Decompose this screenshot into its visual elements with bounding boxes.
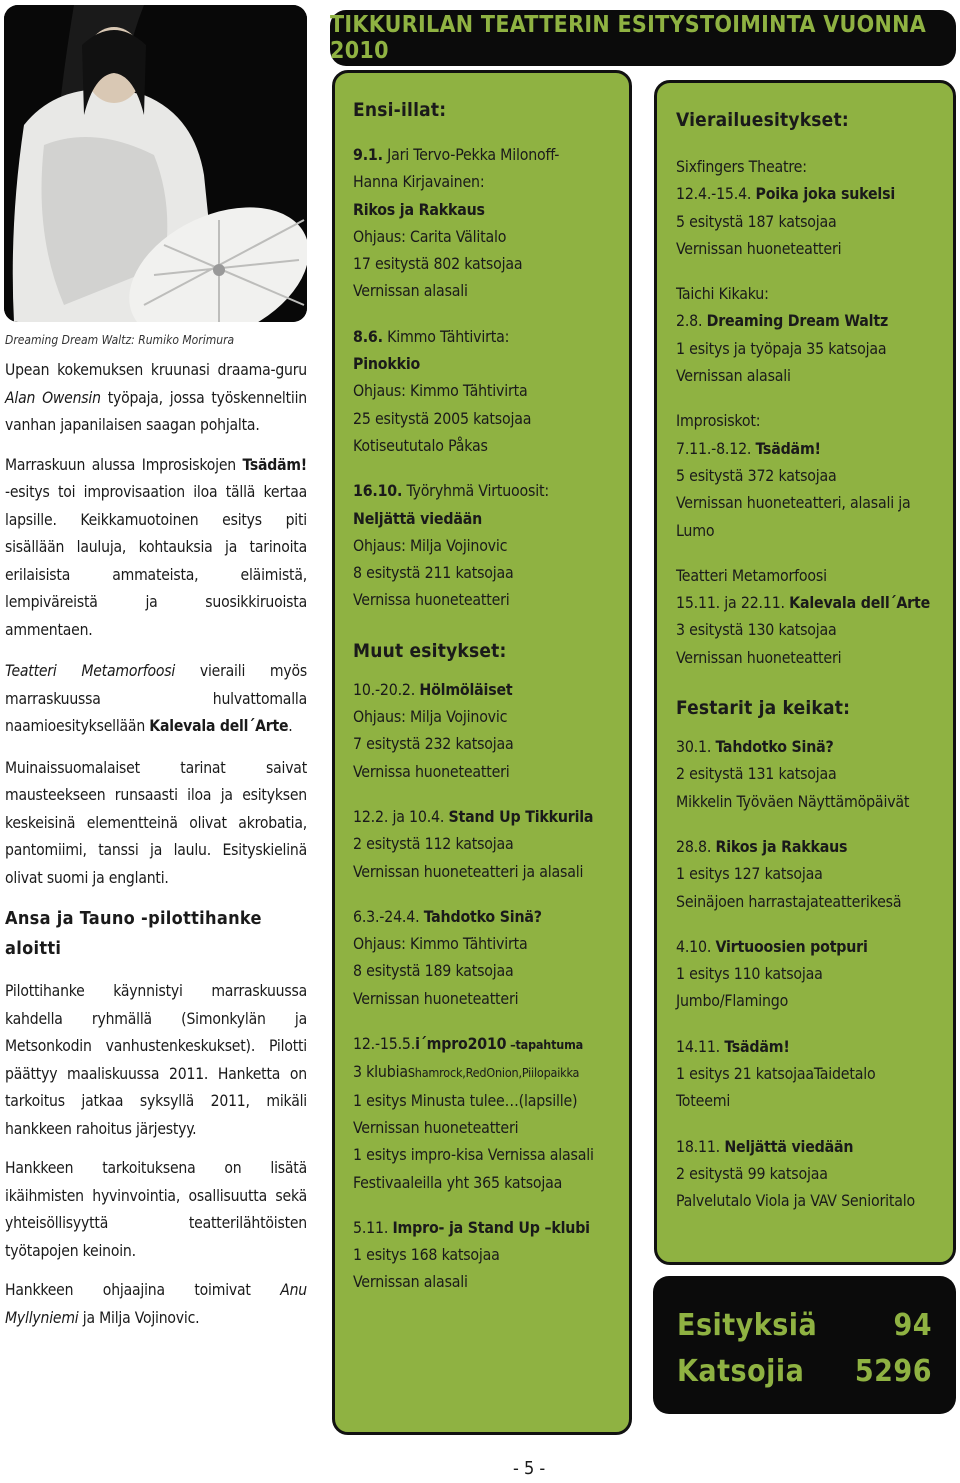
entry-date: 12.4.-15.4. (676, 184, 756, 204)
entry-venue: Vernissan huoneteatteri (353, 988, 519, 1008)
entry-title: Poika joka sukelsi (755, 184, 896, 204)
entry-venues: Shamrock,RedOnion,Piilopaikka (407, 1065, 580, 1081)
page-number: - 5 - (513, 1458, 546, 1479)
entry-venue: Vernissan huoneteatteri (676, 647, 842, 667)
photo-caption: Dreaming Dream Waltz: Rumiko Morimura (5, 333, 235, 347)
company-name: Teatteri Metamorfoosi (5, 662, 176, 680)
entry-title: Kalevala dell´Arte (789, 593, 931, 613)
entry-venue: Toteemi (676, 1091, 731, 1111)
page-title-bar (330, 10, 956, 66)
total-performances-value: 94 (893, 1308, 932, 1343)
person-name: Anu Myllyniemi (5, 1281, 307, 1327)
paragraph-2 (5, 452, 307, 645)
entry-title: Tsädäm! (755, 438, 821, 458)
entry-venue: Jumbo/Flamingo (676, 991, 789, 1011)
total-audience-label: Katsojia (677, 1354, 805, 1389)
entry-title: Hölmöläiset (419, 679, 513, 699)
festival-entry (676, 1033, 945, 1115)
festivals-heading: Festarit ja keikat: (676, 697, 851, 720)
festival-entry (676, 933, 945, 1015)
entry-date: 5.11. (353, 1217, 393, 1237)
entry-stats: 8 esitystä 211 katsojaa (353, 563, 514, 583)
entry-company: Sixfingers Theatre: (676, 157, 807, 176)
entry-title: Tahdotko Sinä? (423, 906, 542, 926)
show-entry (353, 803, 621, 885)
entry-venue: Seinäjoen harrastajateatterikesä (676, 891, 902, 911)
entry-director: Ohjaus: Carita Välitalo (353, 226, 507, 246)
show-entry (353, 676, 621, 785)
entry-text: Hanna Kirjavainen: (353, 172, 485, 192)
entry-text: Jari Tervo-Pekka Milonoff- (382, 145, 560, 164)
entry-director: Ohjaus: Milja Vojinovic (353, 535, 508, 555)
entry-stats: 8 esitystä 189 katsojaa (353, 961, 514, 981)
festival-entry (676, 1133, 945, 1215)
festival-entry (676, 833, 945, 915)
premiere-entry (353, 477, 621, 613)
entry-title: Neljättä viedään (724, 1136, 854, 1156)
entry-title: Tsädäm! (724, 1036, 790, 1056)
paragraph-6: Hankkeen tarkoituksena on lisätä ikäihmisten hyvinvointia, osallisuutta sekä yhteisöllisyyttä teatterilähtöisten työtapojen keinoin. (5, 1159, 307, 1260)
entry-date: 4.10. (676, 936, 716, 956)
festival-entry (676, 733, 945, 815)
left-article (5, 357, 307, 1344)
entry-venue: Vernissa huoneteatteri (353, 761, 510, 781)
entry-company: Teatteri Metamorfoosi (676, 565, 827, 585)
entry-title: Tahdotko Sinä? (715, 737, 834, 757)
entry-text: 3 klubia (353, 1062, 408, 1082)
entry-date: 10.-20.2. (353, 679, 420, 699)
show-entry (353, 903, 621, 1012)
entry-venue: Vernissan alasali (353, 1272, 468, 1292)
entry-stats: 2 esitystä 112 katsojaa (353, 834, 514, 854)
premiere-entry (353, 323, 621, 459)
paragraph-1 (5, 357, 307, 440)
entry-date: 7.11.-8.12. (676, 438, 756, 458)
entry-date: 8.6. (353, 326, 383, 346)
entry-director: Ohjaus: Milja Vojinovic (353, 707, 508, 727)
entry-date: 15.11. ja 22.11. (676, 593, 790, 613)
entry-title: Pinokkio (353, 354, 421, 374)
premieres-heading: Ensi-illat: (353, 99, 447, 121)
text: työpaja, jossa työskenneltiin vanhan japanilaisen saagan pohjalta. (5, 388, 307, 434)
premieres-panel (332, 70, 632, 1435)
text: Marraskuun alussa Improsiskojen (5, 455, 243, 474)
entry-venue: Kotiseututalo Påkas (353, 435, 488, 455)
entry-stats: Festivaaleilla yht 365 katsojaa (353, 1172, 563, 1192)
entry-stats: 17 esitystä 802 katsojaa (353, 254, 523, 274)
paragraph-7 (5, 1277, 307, 1332)
section-heading: Ansa ja Tauno -pilottihanke aloitti (5, 908, 262, 959)
guest-performances-heading: Vierailuesitykset: (676, 109, 849, 131)
entry-stats: 1 esitys 21 katsojaaTaidetalo (676, 1064, 876, 1084)
guest-entry (676, 153, 945, 262)
entry-stats: 1 esitys 127 katsojaa (676, 864, 823, 884)
entry-stats: 7 esitystä 232 katsojaa (353, 734, 514, 754)
text: ja Milja Vojinovic. (78, 1308, 200, 1327)
entry-text: Työryhmä Virtuoosit: (402, 481, 549, 501)
entry-suffix: –tapahtuma (506, 1037, 584, 1053)
entry-venue: Vernissan huoneteatteri ja alasali (353, 861, 584, 881)
person-name: Alan Owensin (5, 388, 101, 407)
entry-title: i´mpro2010 (415, 1034, 507, 1054)
entry-venue: Vernissan huoneteatteri, alasali ja (676, 493, 911, 513)
page-title: TIKKURILAN TEATTERIN ESITYSTOIMINTA VUONNA 2010 (330, 12, 927, 64)
entry-stats: 5 esitystä 372 katsojaa (676, 465, 837, 485)
entry-stats: 2 esitystä 99 katsojaa (676, 1163, 828, 1183)
show-entry (353, 1030, 621, 1196)
paragraph-3 (5, 658, 307, 741)
text: Upean kokemuksen kruunasi draama-guru (5, 361, 307, 379)
text: Hankkeen ohjaajina toimivat (5, 1281, 281, 1299)
entry-venue: Vernissan alasali (353, 281, 468, 301)
entry-date: 12.2. ja 10.4. (353, 806, 449, 826)
performance-photo (4, 5, 307, 322)
show-entry (353, 1214, 621, 1296)
entry-title: Neljättä viedään (353, 508, 483, 528)
entry-title: Stand Up Tikkurila (448, 806, 594, 826)
guest-performances-content (676, 105, 945, 1233)
entry-title: Virtuoosien potpuri (715, 936, 868, 956)
entry-venue: Mikkelin Työväen Näyttämöpäivät (676, 791, 910, 811)
show-title: Kalevala dell´Arte (149, 717, 289, 735)
total-audience-value: 5296 (854, 1354, 932, 1389)
entry-venue: Vernissa huoneteatteri (353, 590, 510, 610)
entry-company: Improsiskot: (676, 411, 761, 431)
entry-venue: Vernissan alasali (676, 366, 791, 386)
entry-date: 30.1. (676, 737, 716, 757)
entry-date: 18.11. (676, 1136, 725, 1156)
entry-stats: 5 esitystä 187 katsojaa (676, 211, 837, 231)
entry-text: 1 esitys impro-kisa Vernissa alasali (353, 1145, 594, 1165)
entry-date: 14.11. (676, 1036, 725, 1056)
total-performances-row (677, 1308, 932, 1343)
guest-performances-panel (654, 80, 956, 1265)
entry-date: 9.1. (353, 145, 383, 164)
entry-title: Rikos ja Rakkaus (715, 836, 848, 856)
entry-stats: 1 esitys ja työpaja 35 katsojaa (676, 338, 887, 358)
text: . (288, 717, 293, 735)
entry-title: Dreaming Dream Waltz (706, 311, 889, 331)
premieres-content (353, 95, 621, 1314)
paragraph-5: Pilottihanke käynnistyi marraskuussa kahdella ryhmällä (Simonkylän ja Metsonkodin vanhustenkeskukset). Pilotti päättyy maaliskuussa 2011. Hanketta on tarkoitus jatkaa syksyllä 2011, mikäli hankkeen rahoitus järjestyy. (5, 982, 307, 1138)
entry-date: 12.-15.5. (353, 1034, 416, 1054)
paragraph-4: Muinaissuomalaiset tarinat saivat mausteekseen runsaasti iloa ja esityksen keskeisinä elementteinä olivat akrobatia, pantomiimi, tanssi ja laulu. Esityskielinä olivat suomi ja englanti. (5, 758, 307, 887)
performer-with-umbrella-image (4, 5, 307, 322)
entry-date: 2.8. (676, 311, 707, 331)
entry-venue: Vernissan huoneteatteri (676, 238, 842, 258)
entry-stats: 1 esitys 168 katsojaa (353, 1245, 500, 1265)
entry-title: Impro- ja Stand Up –klubi (392, 1217, 590, 1237)
entry-date: 6.3.-24.4. (353, 906, 424, 926)
entry-stats: 25 esitystä 2005 katsojaa (353, 408, 532, 428)
show-title: Tsädäm! (242, 455, 307, 474)
entry-company: Taichi Kikaku: (676, 284, 769, 304)
entry-date: 28.8. (676, 836, 716, 856)
total-performances-label: Esityksiä (677, 1308, 818, 1343)
total-audience-row (677, 1354, 932, 1389)
text: vieraili myös marraskuussa hulvattomalla naamioesityksellään (5, 662, 307, 735)
entry-director: Ohjaus: Kimmo Tähtivirta (353, 381, 528, 401)
entry-venue: Vernissan huoneteatteri (353, 1117, 519, 1137)
entry-director: Ohjaus: Kimmo Tähtivirta (353, 934, 528, 954)
entry-stats: 3 esitystä 130 katsojaa (676, 620, 837, 640)
entry-stats: 2 esitystä 131 katsojaa (676, 764, 837, 784)
totals-box (653, 1276, 956, 1414)
entry-text: Kimmo Tähtivirta: (382, 326, 510, 346)
guest-entry (676, 562, 945, 671)
entry-venue: Palvelutalo Viola ja VAV Senioritalo (676, 1191, 915, 1211)
guest-entry (676, 280, 945, 389)
other-shows-heading: Muut esitykset: (353, 639, 507, 662)
entry-stats: 1 esitys 110 katsojaa (676, 964, 823, 984)
premiere-entry (353, 141, 621, 305)
text: -esitys toi improvisaation iloa tällä kertaa lapsille. Keikkamuotoinen esitys piti sisällään lauluja, kohtauksia ja tarinoita erilaisista ammateista, eläimistä, lempiväreistä ja suosikkiruoista ammentaen. (5, 483, 307, 639)
entry-text: 1 esitys Minusta tulee…(lapsille) (353, 1090, 578, 1110)
entry-title: Rikos ja Rakkaus (353, 199, 485, 219)
entry-venue: Lumo (676, 520, 715, 540)
guest-entry (676, 407, 945, 543)
entry-date: 16.10. (353, 481, 403, 501)
